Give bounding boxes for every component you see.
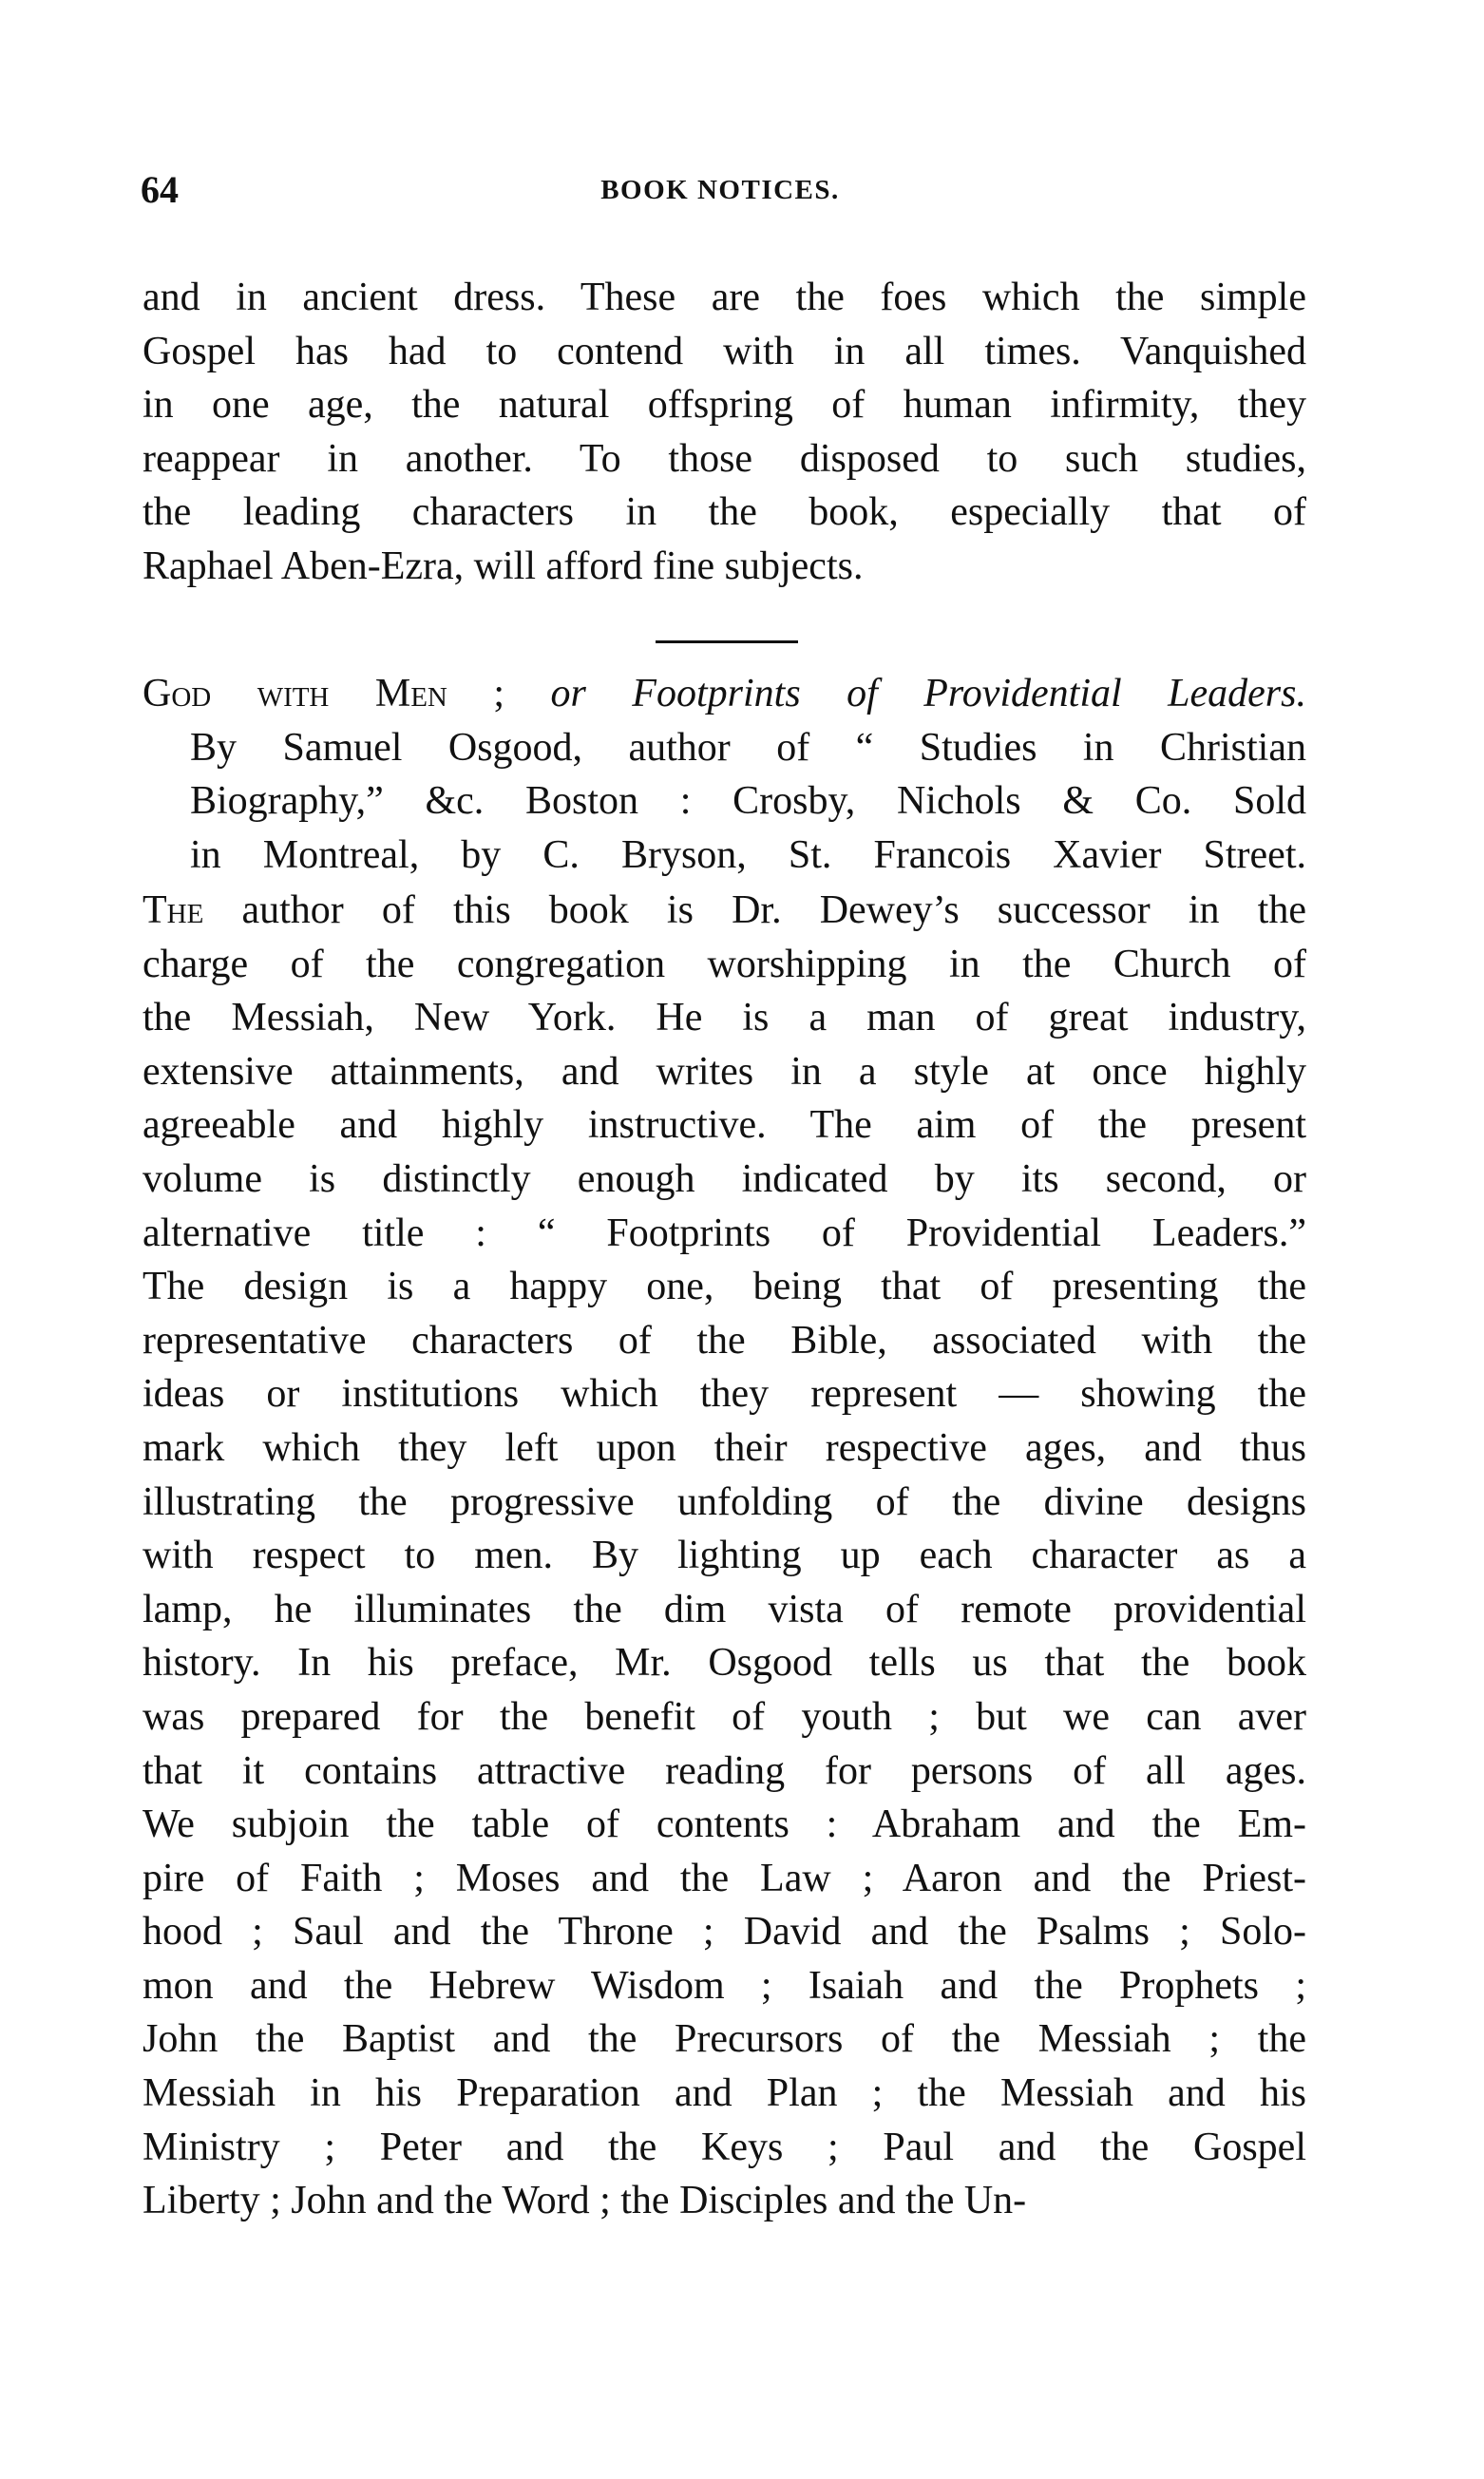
title-separator: ; bbox=[447, 672, 551, 715]
text-line: volume is distinctly enough indicated by its second, or bbox=[143, 1156, 1306, 1201]
text-line: hood ; Saul and the Throne ; David and the Psalms ; Solo- bbox=[143, 1910, 1306, 1955]
text-line: in one age, the natural offspring of human infirmity, they bbox=[143, 383, 1306, 428]
text-line: was prepared for the benefit of youth ; but we can aver bbox=[143, 1694, 1306, 1739]
page-header bbox=[141, 167, 1300, 224]
text-line: ideas or institutions which they represent — showing the bbox=[143, 1372, 1306, 1417]
text-line: extensive attainments, and writes in a style at once highly bbox=[143, 1049, 1306, 1094]
page-number: 64 bbox=[141, 168, 179, 211]
text-line: agreeable and highly instructive. The aim of the present bbox=[143, 1103, 1306, 1148]
text-line: reappear in another. To those disposed to such studies, bbox=[143, 436, 1306, 481]
text-line: mon and the Hebrew Wisdom ; Isaiah and the Prophets ; bbox=[143, 1963, 1306, 2008]
citation-line: in Montreal, by C. Bryson, St. Francois Xavier Street. bbox=[190, 832, 1306, 877]
text-line: the leading characters in the book, especially that of bbox=[143, 490, 1306, 535]
citation-line: By Samuel Osgood, author of “ Studies in Christian bbox=[190, 725, 1306, 770]
running-head: BOOK NOTICES. bbox=[600, 175, 840, 205]
text-line: Messiah in his Preparation and Plan ; the Messiah and his bbox=[143, 2071, 1306, 2116]
text-line: history. In his preface, Mr. Osgood tells us that the book bbox=[143, 1641, 1306, 1686]
text-line: pire of Faith ; Moses and the Law ; Aaron and the Priest- bbox=[143, 1856, 1306, 1900]
text-line: Liberty ; John and the Word ; the Disciples and the Un- bbox=[143, 2179, 1027, 2223]
text-line: Ministry ; Peter and the Keys ; Paul and the Gospel bbox=[143, 2125, 1306, 2169]
text-line: the Messiah, New York. He is a man of great industry, bbox=[143, 996, 1306, 1040]
text-line: We subjoin the table of contents : Abraham and the Em- bbox=[143, 1802, 1306, 1847]
text-line: John the Baptist and the Precursors of the Messiah ; the bbox=[143, 2017, 1306, 2062]
text-line: Gospel has had to contend with in all times. Vanquished bbox=[143, 329, 1306, 373]
text-line: charge of the congregation worshipping in the Church of bbox=[143, 942, 1306, 986]
text-line: mark which they left upon their respective ages, and thus bbox=[143, 1425, 1306, 1470]
continuation-paragraph bbox=[143, 271, 1306, 594]
book-title: God with Men bbox=[143, 672, 447, 715]
review-first-line bbox=[143, 884, 1306, 938]
book-subtitle: or Footprints of Providential Leaders. bbox=[550, 672, 1306, 715]
text-line: alternative title : “ Footprints of Providential Leaders.” bbox=[143, 1211, 1306, 1255]
citation-line: Biography,” &c. Boston : Crosby, Nichols & Co. Sold bbox=[190, 779, 1306, 824]
text-line: lamp, he illuminates the dim vista of remote providential bbox=[143, 1587, 1306, 1631]
text-line: that it contains attractive reading for persons of all ages. bbox=[143, 1748, 1306, 1793]
review-first-line-rest: author of this book is Dr. Dewey’s successor in the bbox=[203, 888, 1306, 932]
text-line: representative characters of the Bible, associated with the bbox=[143, 1318, 1306, 1363]
book-citation bbox=[143, 667, 1306, 882]
text-line: with respect to men. By lighting up each character as a bbox=[143, 1534, 1306, 1578]
citation-title-line bbox=[143, 667, 1306, 721]
text-line: illustrating the progressive unfolding of the divine designs bbox=[143, 1479, 1306, 1524]
section-divider bbox=[656, 640, 798, 643]
review-first-word: The bbox=[143, 888, 204, 932]
review-body bbox=[143, 884, 1306, 2228]
text-line: The design is a happy one, being that of presenting the bbox=[143, 1265, 1306, 1309]
text-line: and in ancient dress. These are the foes which the simple bbox=[143, 276, 1306, 319]
text-line: Raphael Aben-Ezra, will afford fine subjects. bbox=[143, 543, 864, 588]
